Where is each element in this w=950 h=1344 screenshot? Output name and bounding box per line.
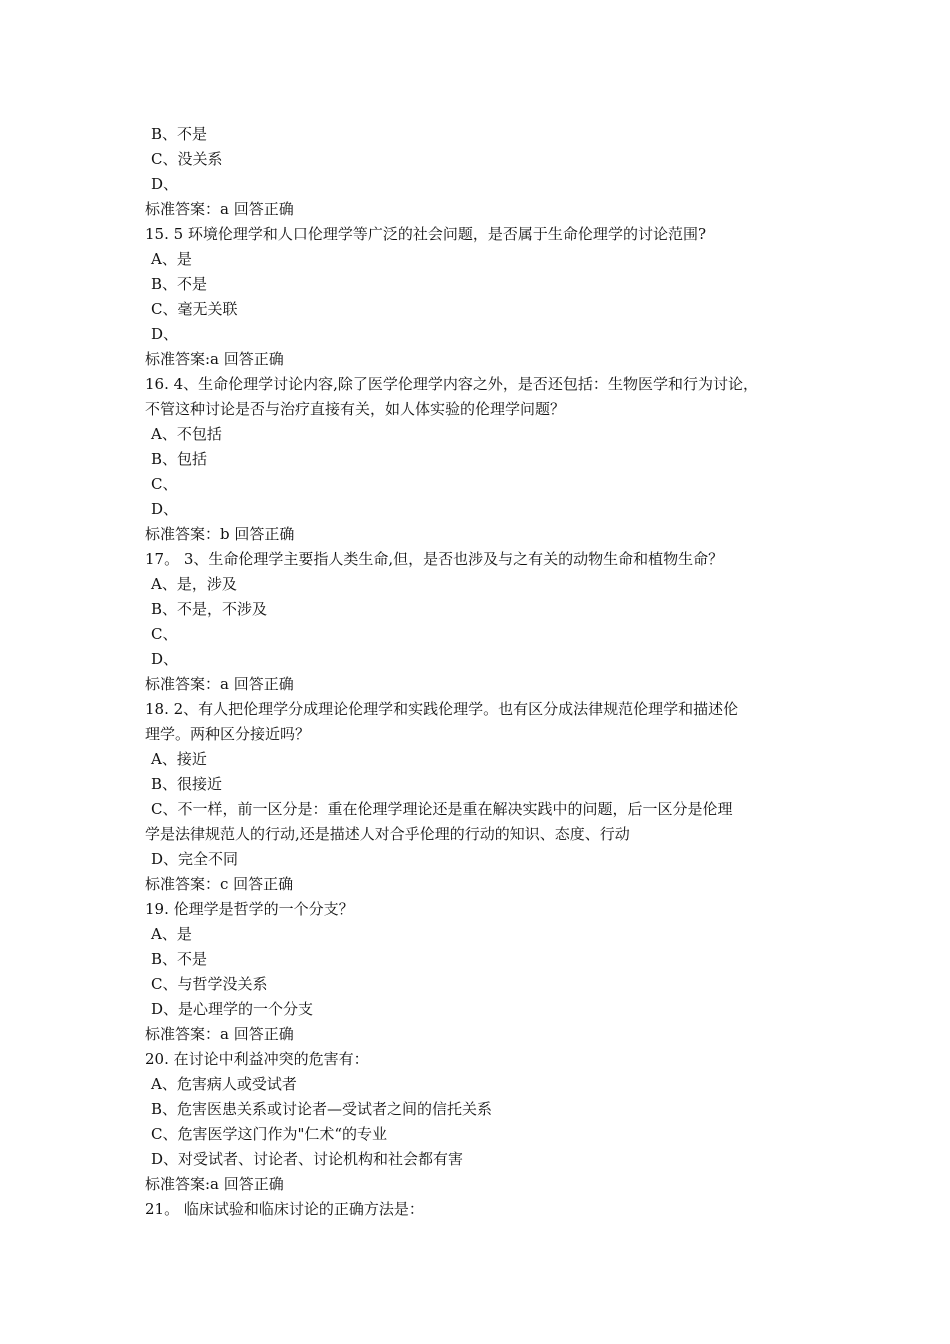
answer-line: 标准答案：b 回答正确 bbox=[145, 525, 295, 543]
option: A、危害病人或受试者 bbox=[151, 1075, 297, 1093]
document-body bbox=[145, 122, 825, 1222]
option: D、是心理学的一个分支 bbox=[151, 1000, 314, 1018]
option: C、 bbox=[151, 625, 178, 643]
option: C、毫无关联 bbox=[151, 300, 238, 318]
answer-line: 标准答案：a 回答正确 bbox=[145, 675, 294, 693]
option: B、危害医患关系或讨论者—受试者之间的信托关系 bbox=[151, 1100, 493, 1118]
answer-line: 标准答案:a 回答正确 bbox=[145, 1175, 284, 1193]
answer-line: 标准答案：a 回答正确 bbox=[145, 1025, 294, 1043]
question: 19. 伦理学是哲学的一个分支？ bbox=[145, 900, 354, 918]
option: D、 bbox=[151, 325, 179, 343]
question: 18. 2、有人把伦理学分成理论伦理学和实践伦理学。也有区分成法律规范伦理学和描述伦 bbox=[145, 700, 739, 718]
option-continued: 学是法律规范人的行动,还是描述人对合乎伦理的行动的知识、态度、行动 bbox=[145, 825, 630, 843]
option: D、对受试者、讨论者、讨论机构和社会都有害 bbox=[151, 1150, 464, 1168]
option: D、 bbox=[151, 650, 179, 668]
option: A、接近 bbox=[151, 750, 207, 768]
answer-line: 标准答案:a 回答正确 bbox=[145, 350, 284, 368]
option: D、 bbox=[151, 175, 179, 193]
option: B、包括 bbox=[151, 450, 208, 468]
question: 17。 3、生命伦理学主要指人类生命,但，是否也涉及与之有关的动物生命和植物生命？ bbox=[145, 550, 724, 568]
question: 21。 临床试验和临床讨论的正确方法是： bbox=[145, 1200, 424, 1218]
option: A、是 bbox=[151, 250, 192, 268]
option: D、完全不同 bbox=[151, 850, 239, 868]
option: B、不是 bbox=[151, 950, 208, 968]
option: C、不一样，前一区分是：重在伦理学理论还是重在解决实践中的问题，后一区分是伦理 bbox=[151, 800, 733, 818]
option: B、不是 bbox=[151, 275, 208, 293]
answer-line: 标准答案：c 回答正确 bbox=[145, 875, 294, 893]
option: C、没关系 bbox=[151, 150, 223, 168]
option: B、很接近 bbox=[151, 775, 223, 793]
question-continued: 不管这种讨论是否与治疗直接有关，如人体实验的伦理学问题？ bbox=[145, 400, 566, 418]
answer-line: 标准答案：a 回答正确 bbox=[145, 200, 294, 218]
option: A、是 bbox=[151, 925, 192, 943]
option: C、与哲学没关系 bbox=[151, 975, 268, 993]
option: C、危害医学这门作为"仁术“的专业 bbox=[151, 1125, 388, 1143]
option: A、不包括 bbox=[151, 425, 222, 443]
question: 15. 5 环境伦理学和人口伦理学等广泛的社会问题，是否属于生命伦理学的讨论范围? bbox=[145, 225, 706, 243]
option: D、 bbox=[151, 500, 179, 518]
question: 16. 4、生命伦理学讨论内容,除了医学伦理学内容之外，是否还包括：生物医学和行为讨论， bbox=[145, 375, 758, 393]
option: C、 bbox=[151, 475, 178, 493]
option: A、是，涉及 bbox=[151, 575, 237, 593]
option: B、不是 bbox=[151, 125, 208, 143]
question-continued: 理学。两种区分接近吗？ bbox=[145, 725, 311, 743]
question: 20. 在讨论中利益冲突的危害有： bbox=[145, 1050, 369, 1068]
option: B、不是，不涉及 bbox=[151, 600, 268, 618]
